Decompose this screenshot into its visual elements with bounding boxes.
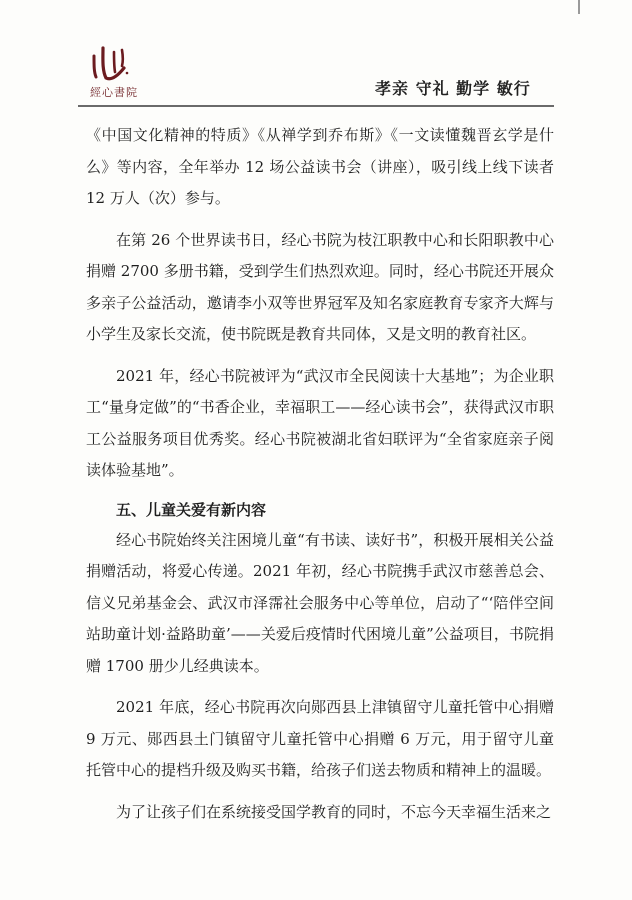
paragraph-2021-year-end-donation: 2021 年底，经心书院再次向郧西县上津镇留守儿童托管中心捐赠 9 万元、郧西县土门镇留守儿童托管中心捐赠 6 万元，用于留守儿童托管中心的提档升级及购买书籍，给孩子们送去物质和精神上的温暖。 <box>86 698 554 779</box>
header-divider <box>78 105 554 107</box>
scan-artifact <box>578 0 580 14</box>
logo-name: 經心書院 <box>90 86 138 99</box>
jingxin-academy-logo <box>82 44 144 102</box>
paragraph-world-book-day: 在第 26 个世界读书日，经心书院为枝江职教中心和长阳职教中心捐赠 2700 多册书籍，受到学生们热烈欢迎。同时，经心书院还开展众多亲子公益活动，邀请李小双等世界冠军及知名家庭教育专家齐大辉与小学生及家长交流，使书院既是教育共同体，又是文明的教育社区。 <box>86 230 554 343</box>
academy-motto: 孝亲 守礼 勤学 敏行 <box>375 79 531 98</box>
document-body <box>86 120 554 828</box>
paragraph-reading-events: 《中国文化精神的特质》《从禅学到乔布斯》《一文读懂魏晋玄学是什么》等内容，全年举办 12 场公益读书会（讲座），吸引线上线下读者 12 万人（次）参与。 <box>86 126 554 207</box>
paragraph-guoxue-education: 为了让孩子们在系统接受国学教育的同时，不忘今天幸福生活来之 <box>116 802 552 821</box>
section-heading-children-care: 五、儿童关爱有新内容 <box>116 500 267 519</box>
paragraph-children-donation: 经心书院始终关注困境儿童“有书读、读好书”，积极开展相关公益捐赠活动，将爱心传递。2021 年初，经心书院携手武汉市慈善总会、信义兄弟基金会、武汉市泽霈社会服务中心等单位，启动了“‘陪伴空间站助童计划·益路助童’——关爱后疫情时代困境儿童”公益项目，书院捐赠 1700 册少儿经典读本。 <box>86 530 554 675</box>
calligraphy-logo-icon <box>90 44 130 82</box>
paragraph-2021-awards: 2021 年，经心书院被评为“武汉市全民阅读十大基地”；为企业职工“量身定做”的“书香企业，幸福职工——经心读书会”，获得武汉市职工公益服务项目优秀奖。经心书院被湖北省妇联评为“全省家庭亲子阅读体验基地”。 <box>86 366 554 479</box>
